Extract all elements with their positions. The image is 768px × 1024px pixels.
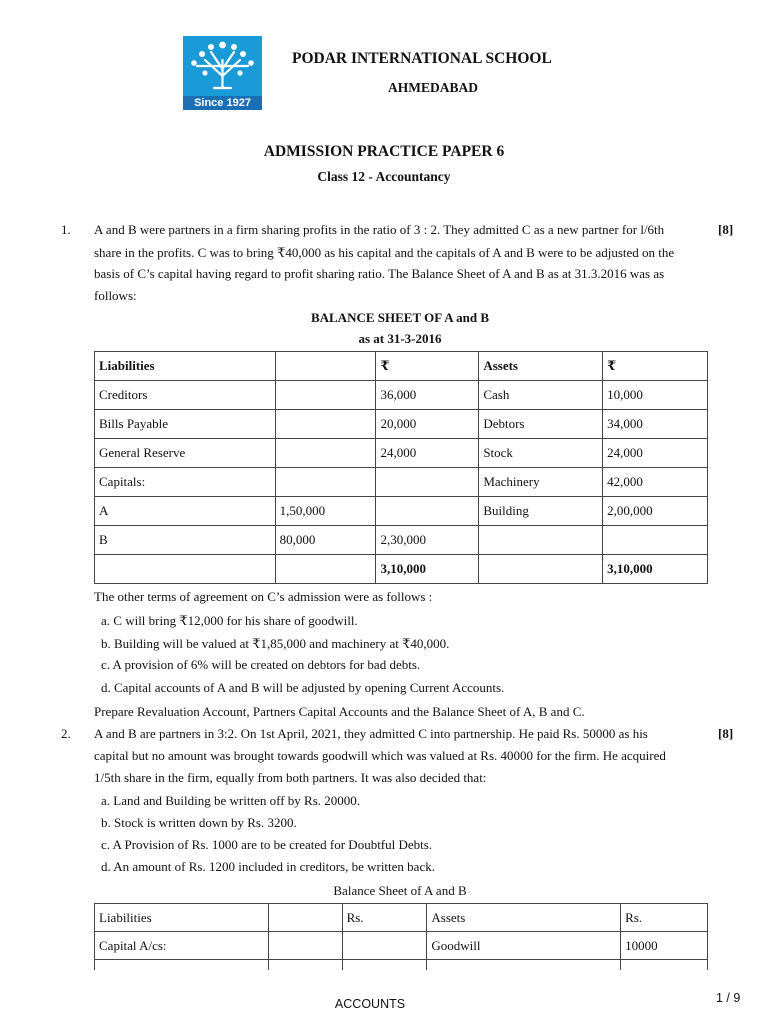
q1-number: 1. xyxy=(61,222,71,237)
table-cell: 34,000 xyxy=(603,410,708,439)
table-cell xyxy=(376,468,479,497)
table-cell: Cash xyxy=(479,381,603,410)
table-cell: 2,30,000 xyxy=(376,526,479,555)
table-cell: 42,000 xyxy=(603,468,708,497)
table-header-row xyxy=(95,904,708,932)
q2-term-item: c. A Provision of Rs. 1000 are to be created for Doubtful Debts. xyxy=(101,837,433,852)
q2-number: 2. xyxy=(61,726,71,741)
table-cell: Debtors xyxy=(479,410,603,439)
table-cell: Capitals: xyxy=(95,468,276,497)
table-cell: B xyxy=(95,526,276,555)
table-header-cell: Liabilities xyxy=(95,352,276,381)
q1-term-item: c. A provision of 6% will be created on debtors for bad debts. xyxy=(101,657,421,672)
table-cell xyxy=(342,932,427,960)
table-row xyxy=(95,932,708,960)
q2-marks: [8] xyxy=(718,726,734,741)
table-header-cell: Liabilities xyxy=(95,904,269,932)
q1-table-subtitle: as at 31-3-2016 xyxy=(358,331,442,346)
table-row xyxy=(95,526,708,555)
table-header-cell xyxy=(268,904,342,932)
class-title: Class 12 - Accountancy xyxy=(317,169,451,184)
q2-table-title: Balance Sheet of A and B xyxy=(333,883,467,898)
table-cell xyxy=(275,381,376,410)
q1-balance-sheet-table xyxy=(94,351,708,584)
table-cell: 20,000 xyxy=(376,410,479,439)
table-row xyxy=(95,497,708,526)
table-header-cell: ₹ xyxy=(603,352,708,381)
q1-terms-intro: The other terms of agreement on C’s admission were as follows : xyxy=(94,589,433,604)
q2-term-item: b. Stock is written down by Rs. 3200. xyxy=(101,815,297,830)
table-cell: Building xyxy=(479,497,603,526)
q1-term-item: a. C will bring ₹12,000 for his share of goodwill. xyxy=(101,613,358,628)
table-cell xyxy=(376,497,479,526)
q1-term-item: d. Capital accounts of A and B will be adjusted by opening Current Accounts. xyxy=(101,680,505,695)
q1-marks: [8] xyxy=(718,222,734,237)
table-header-cell: ₹ xyxy=(376,352,479,381)
table-row xyxy=(95,468,708,497)
table-cell: 24,000 xyxy=(376,439,479,468)
table-row xyxy=(95,439,708,468)
table-cell: Capital A/cs: xyxy=(95,932,269,960)
table-cell: General Reserve xyxy=(95,439,276,468)
table-cell: 2,00,000 xyxy=(603,497,708,526)
school-name: PODAR INTERNATIONAL SCHOOL xyxy=(292,50,552,67)
table-cell: 80,000 xyxy=(275,526,376,555)
table-total-cell: 3,10,000 xyxy=(603,555,708,584)
table-cell: Creditors xyxy=(95,381,276,410)
table-cell xyxy=(275,468,376,497)
table-total-row xyxy=(95,555,708,584)
table-header-row xyxy=(95,352,708,381)
table-header-cell: Rs. xyxy=(342,904,427,932)
table-cell: 1,50,000 xyxy=(275,497,376,526)
table-cell: Stock xyxy=(479,439,603,468)
table-cell xyxy=(95,555,276,584)
table-header-cell: Rs. xyxy=(621,904,708,932)
table-cell xyxy=(479,526,603,555)
school-logo xyxy=(183,36,262,110)
page-number: 1 / 9 xyxy=(716,991,741,1005)
q2-term-item: a. Land and Building be written off by Rs. 20000. xyxy=(101,793,361,808)
q1-text-line: share in the profits. C was to bring ₹40,000 as his capital and the capitals of A and B were to be adjusted on the xyxy=(94,245,675,260)
table-header-cell xyxy=(275,352,376,381)
q2-term-item: d. An amount of Rs. 1200 included in creditors, be written back. xyxy=(101,859,435,874)
table-cell xyxy=(275,555,376,584)
q2-text-line: 1/5th share in the firm, equally from both partners. It was also decided that: xyxy=(94,770,487,785)
table-cell xyxy=(603,526,708,555)
table-cell: 10000 xyxy=(621,932,708,960)
table-cell: Goodwill xyxy=(427,932,621,960)
table-header-cell: Assets xyxy=(479,352,603,381)
q1-text-line: basis of C’s capital having regard to profit sharing ratio. The Balance Sheet of A and B as at 31.3.2016 was as xyxy=(94,266,665,281)
table-total-cell: 3,10,000 xyxy=(376,555,479,584)
table-row xyxy=(95,410,708,439)
table-cell xyxy=(268,932,342,960)
logo-since-label: Since 1927 xyxy=(183,96,262,110)
q1-term-item: b. Building will be valued at ₹1,85,000 and machinery at ₹40,000. xyxy=(101,636,450,651)
q2-text-line: A and B are partners in 3:2. On 1st April, 2021, they admitted C into partnership. He paid Rs. 50000 as his xyxy=(94,726,648,741)
q1-table-title: BALANCE SHEET OF A and B xyxy=(310,310,490,325)
footer-subject: ACCOUNTS xyxy=(334,997,406,1011)
q1-text-line: A and B were partners in a firm sharing profits in the ratio of 3 : 2. They admitted C as a new partner for l/6th xyxy=(94,222,665,237)
table-header-cell: Assets xyxy=(427,904,621,932)
table-cell xyxy=(275,439,376,468)
q1-instruction: Prepare Revaluation Account, Partners Capital Accounts and the Balance Sheet of A, B and C. xyxy=(94,704,585,719)
q1-text-line: follows: xyxy=(94,288,137,303)
paper-title: ADMISSION PRACTICE PAPER 6 xyxy=(263,143,505,160)
table-cell: A xyxy=(95,497,276,526)
table-row xyxy=(95,381,708,410)
tree-emblem-icon xyxy=(183,36,262,96)
q2-text-line: capital but no amount was brought towards goodwill which was valued at Rs. 40000 for the firm. He acquired xyxy=(94,748,666,763)
table-cell: Bills Payable xyxy=(95,410,276,439)
table-cell: 36,000 xyxy=(376,381,479,410)
school-city: AHMEDABAD xyxy=(388,80,478,95)
table-cell: 24,000 xyxy=(603,439,708,468)
table-cell xyxy=(479,555,603,584)
table-cell: Machinery xyxy=(479,468,603,497)
table-cell: 10,000 xyxy=(603,381,708,410)
table-cell xyxy=(275,410,376,439)
